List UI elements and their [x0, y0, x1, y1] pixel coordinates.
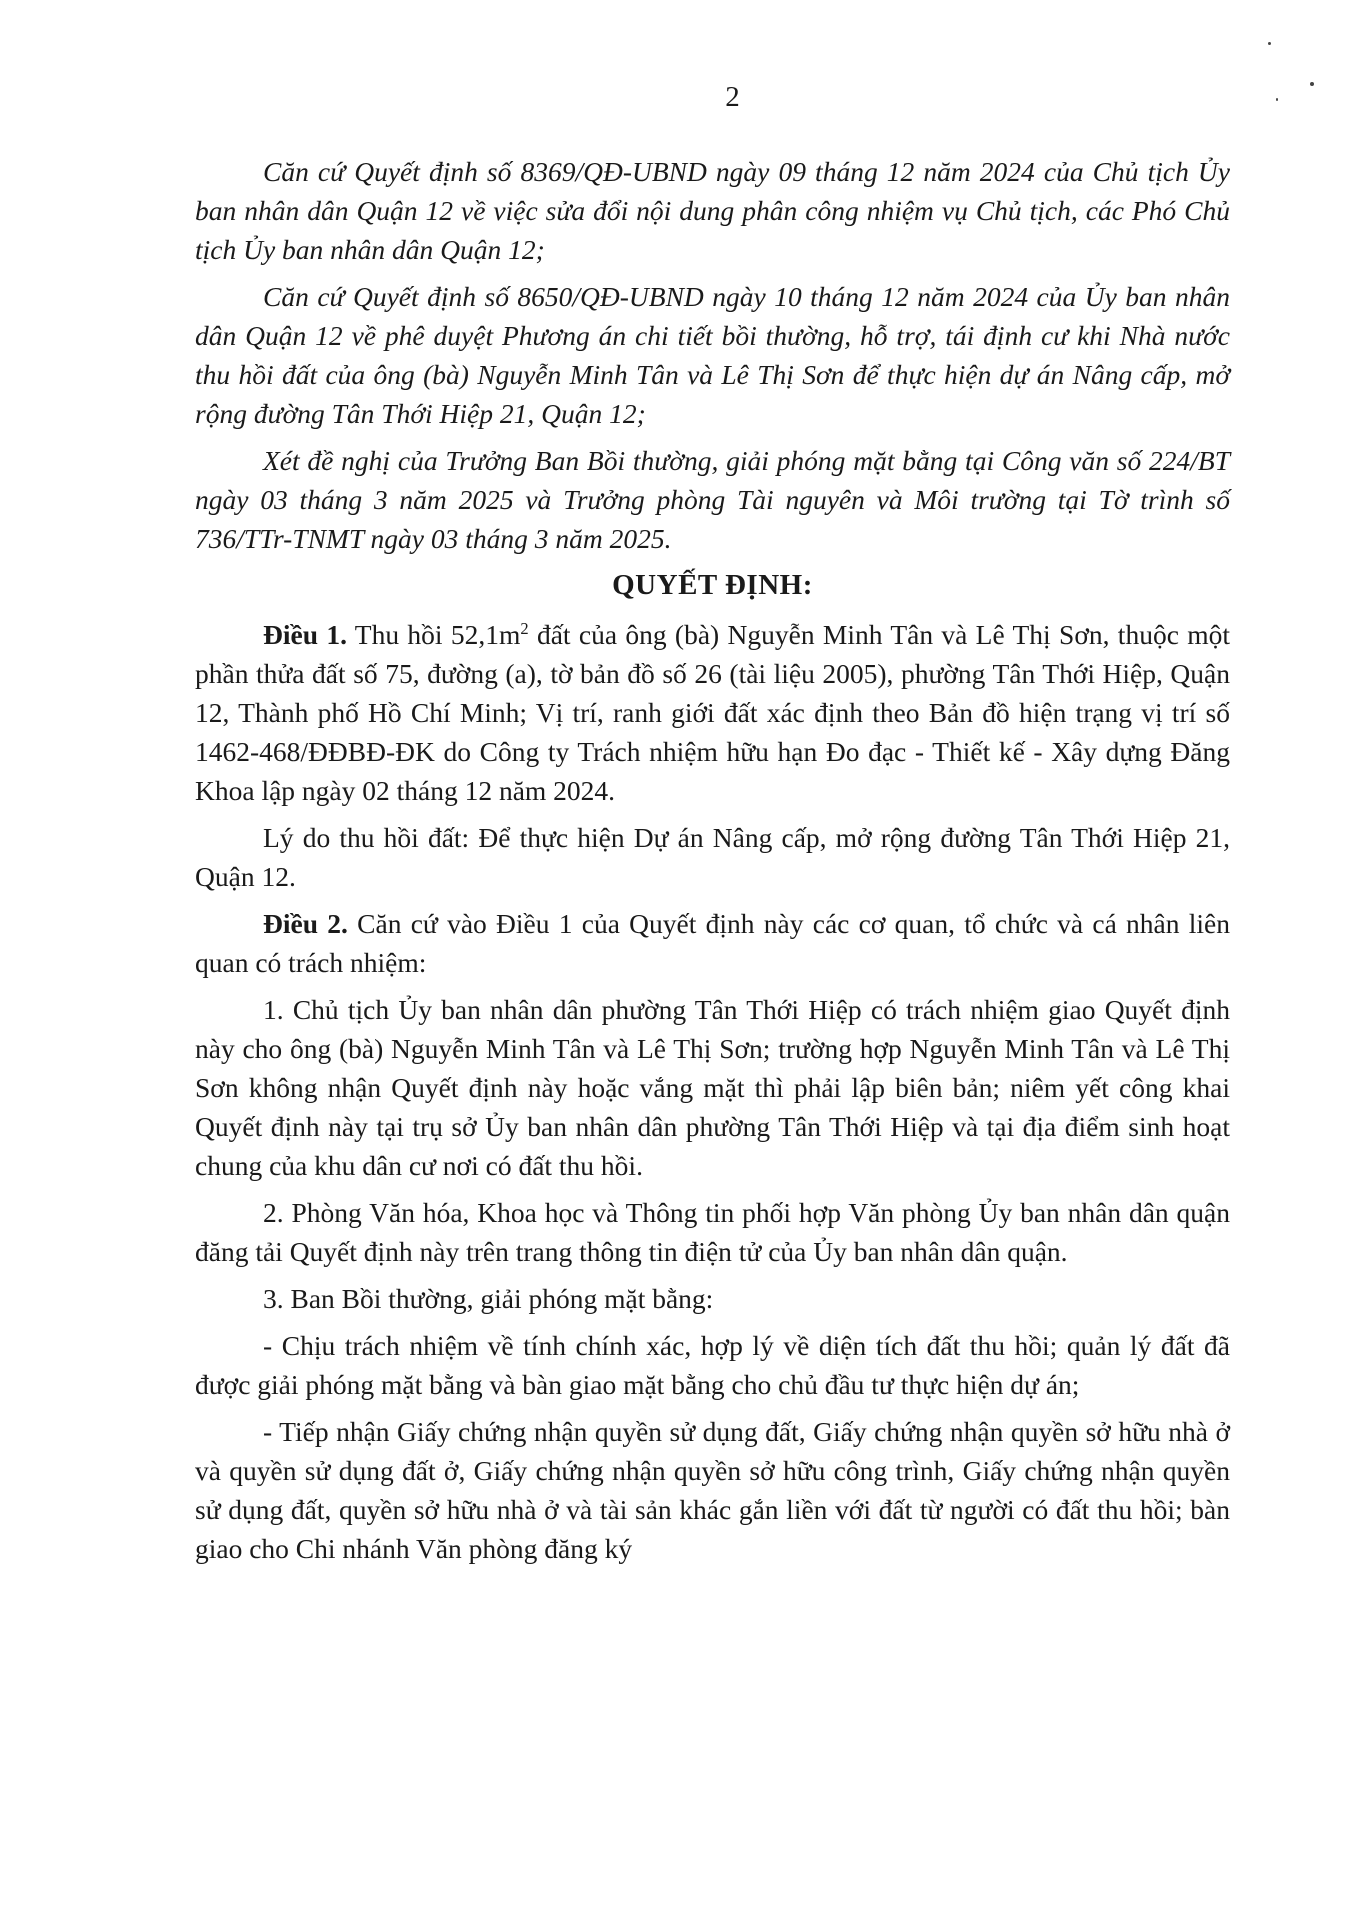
article-1-text-a: Thu hồi 52,1m	[346, 619, 521, 650]
article-1-text-b: đất của ông (bà) Nguyễn Minh Tân và Lê Thị Sơn, thuộc một phần thửa đất số 75, đường (a), tờ bản đồ số 26 (tài liệu 2005), phường Tân Thới Hiệp, Quận 12, Thành phố Hồ Chí Minh; Vị trí, ranh giới đất xác định theo Bản đồ hiện trạng vị trí số 1462-468/ĐĐBĐ-ĐK do Công ty Trách nhiệm hữu hạn Đo đạc - Thiết kế - Xây dựng Đăng Khoa lập ngày 02 tháng 12 năm 2024.	[195, 619, 1231, 806]
basis-paragraph: Xét đề nghị của Trưởng Ban Bồi thường, giải phóng mặt bằng tại Công văn số 224/BT ngày 03 tháng 3 năm 2025 và Trưởng phòng Tài nguyên và Môi trường tại Tờ trình số 736/TTr-TNMT ngày 03 tháng 3 năm 2025.	[195, 445, 1230, 554]
page-number: 2	[725, 81, 740, 113]
article-2-paragraph	[195, 904, 1230, 982]
area-unit-superscript: 2	[520, 618, 529, 638]
basis-paragraph: Căn cứ Quyết định số 8650/QĐ-UBND ngày 10 tháng 12 năm 2024 của Ủy ban nhân dân Quận 12 về phê duyệt Phương án chi tiết bồi thường, hỗ trợ, tái định cư khi Nhà nước thu hồi đất của ông (bà) Nguyễn Minh Tân và Lê Thị Sơn để thực hiện dự án Nâng cấp, mở rộng đường Tân Thới Hiệp 21, Quận 12;	[195, 281, 1230, 429]
document-page	[195, 78, 1230, 1576]
article-1-label: Điều 1.	[263, 619, 347, 650]
article-1-reason: Lý do thu hồi đất: Để thực hiện Dự án Nâng cấp, mở rộng đường Tân Thới Hiệp 21, Quận 12.	[195, 822, 1230, 892]
article-2-label: Điều 2.	[263, 908, 348, 939]
article-1-paragraph	[195, 615, 1230, 810]
scan-speck	[1276, 98, 1278, 101]
article-2-item: 3. Ban Bồi thường, giải phóng mặt bằng:	[263, 1283, 714, 1314]
article-2-item: - Tiếp nhận Giấy chứng nhận quyền sử dụng đất, Giấy chứng nhận quyền sở hữu nhà ở và quyền sử dụng đất ở, Giấy chứng nhận quyền sở hữu công trình, Giấy chứng nhận quyền sử dụng đất, quyền sở hữu nhà ở và tài sản khác gắn liền với đất từ người có đất thu hồi; bàn giao cho Chi nhánh Văn phòng đăng ký	[195, 1416, 1230, 1564]
scan-speck	[1268, 42, 1271, 45]
article-2-item: - Chịu trách nhiệm về tính chính xác, hợp lý về diện tích đất thu hồi; quản lý đất đã được giải phóng mặt bằng và bàn giao mặt bằng cho chủ đầu tư thực hiện dự án;	[195, 1330, 1230, 1400]
legal-basis-section	[195, 152, 1230, 558]
basis-paragraph: Căn cứ Quyết định số 8369/QĐ-UBND ngày 09 tháng 12 năm 2024 của Chủ tịch Ủy ban nhân dân Quận 12 về việc sửa đổi nội dung phân công nhiệm vụ Chủ tịch, các Phó Chủ tịch Ủy ban nhân dân Quận 12;	[195, 156, 1230, 265]
article-2-intro: Căn cứ vào Điều 1 của Quyết định này các cơ quan, tổ chức và cá nhân liên quan có trách nhiệm:	[195, 908, 1231, 978]
article-2-item: 1. Chủ tịch Ủy ban nhân dân phường Tân Thới Hiệp có trách nhiệm giao Quyết định này cho ông (bà) Nguyễn Minh Tân và Lê Thị Sơn; trường hợp Nguyễn Minh Tân và Lê Thị Sơn không nhận Quyết định này hoặc vắng mặt thì phải lập biên bản; niêm yết công khai Quyết định này tại trụ sở Ủy ban nhân dân phường Tân Thới Hiệp và tại địa điểm sinh hoạt chung của khu dân cư nơi có đất thu hồi.	[195, 994, 1230, 1181]
scan-speck	[1310, 82, 1314, 86]
decision-heading: QUYẾT ĐỊNH:	[612, 569, 813, 601]
article-2-item: 2. Phòng Văn hóa, Khoa học và Thông tin phối hợp Văn phòng Ủy ban nhân dân quận đăng tải Quyết định này trên trang thông tin điện tử của Ủy ban nhân dân quận.	[195, 1197, 1230, 1267]
